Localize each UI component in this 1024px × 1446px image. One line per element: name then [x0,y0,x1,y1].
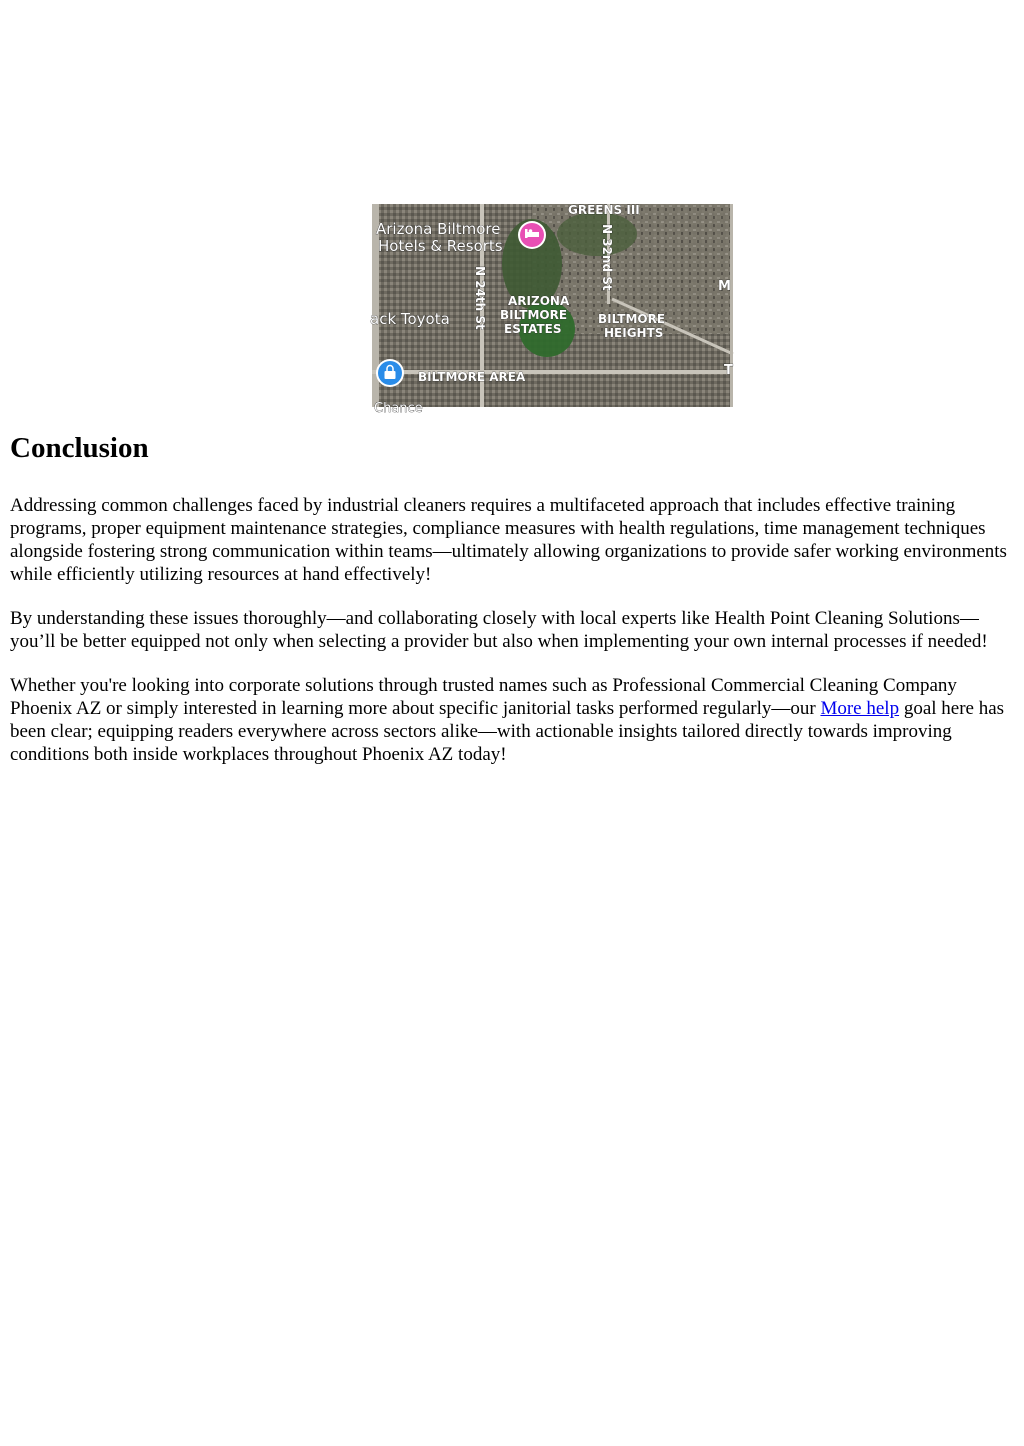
map-graphic [370,203,733,416]
paragraph-3 [10,674,1014,766]
paragraph-3-after: goal here has been clear; equipping readers everywhere across sectors alike—with actionable insights tailored directly towards improving conditions both inside workplaces throughout Phoenix AZ today! [10,698,1005,765]
paragraph-2: By understanding these issues thoroughly—and collaborating closely with local experts like Health Point Cleaning Solutions—you’ll be better equipped not only when selecting a provider but also when implementing your own internal processes if needed! [10,608,988,652]
map-label-n24th: N 24th St [473,266,487,330]
map-label-n32nd: N 32nd St [600,224,614,291]
satellite-map-image [370,203,733,416]
map-label-heights-2: HEIGHTS [604,326,664,340]
map-label-chance: Chance [374,401,423,416]
map-label-toyota: ack Toyota [370,310,450,328]
map-label-biltmore-area: BILTMORE AREA [418,370,526,384]
map-label-estates-1: ARIZONA [508,294,570,308]
section-heading: Conclusion [10,432,149,464]
map-label-hotel-1: Arizona Biltmore [376,220,501,238]
map-label-edge-t: T [724,363,733,378]
more-help-link[interactable]: More help [820,698,900,719]
paragraph-3-before: Whether you're looking into corporate solutions through trusted names such as Professional Commercial Cleaning Company Phoenix AZ or simply interested in learning more about specific janitorial tasks performed regularly—our [10,675,957,719]
hotel-pin-icon[interactable] [518,221,546,249]
paragraph-1: Addressing common challenges faced by industrial cleaners requires a multifaceted approach that includes effective training programs, proper equipment maintenance strategies, compliance measures with health regulations, time management techniques alongside fostering strong communication within teams—ultimately allowing organizations to provide safer working environments while efficiently utilizing resources at hand effectively! [10,495,1007,585]
map-label-edge-m: M [718,279,731,294]
map-label-hotel-2: Hotels & Resorts [378,237,503,255]
map-label-estates-2: BILTMORE [500,308,568,322]
shopping-bag-pin-icon[interactable] [376,359,404,387]
map-label-greens: GREENS III [568,203,640,217]
map-label-heights-1: BILTMORE [598,312,666,326]
article-content [10,426,1014,787]
map-label-estates-3: ESTATES [504,322,562,336]
